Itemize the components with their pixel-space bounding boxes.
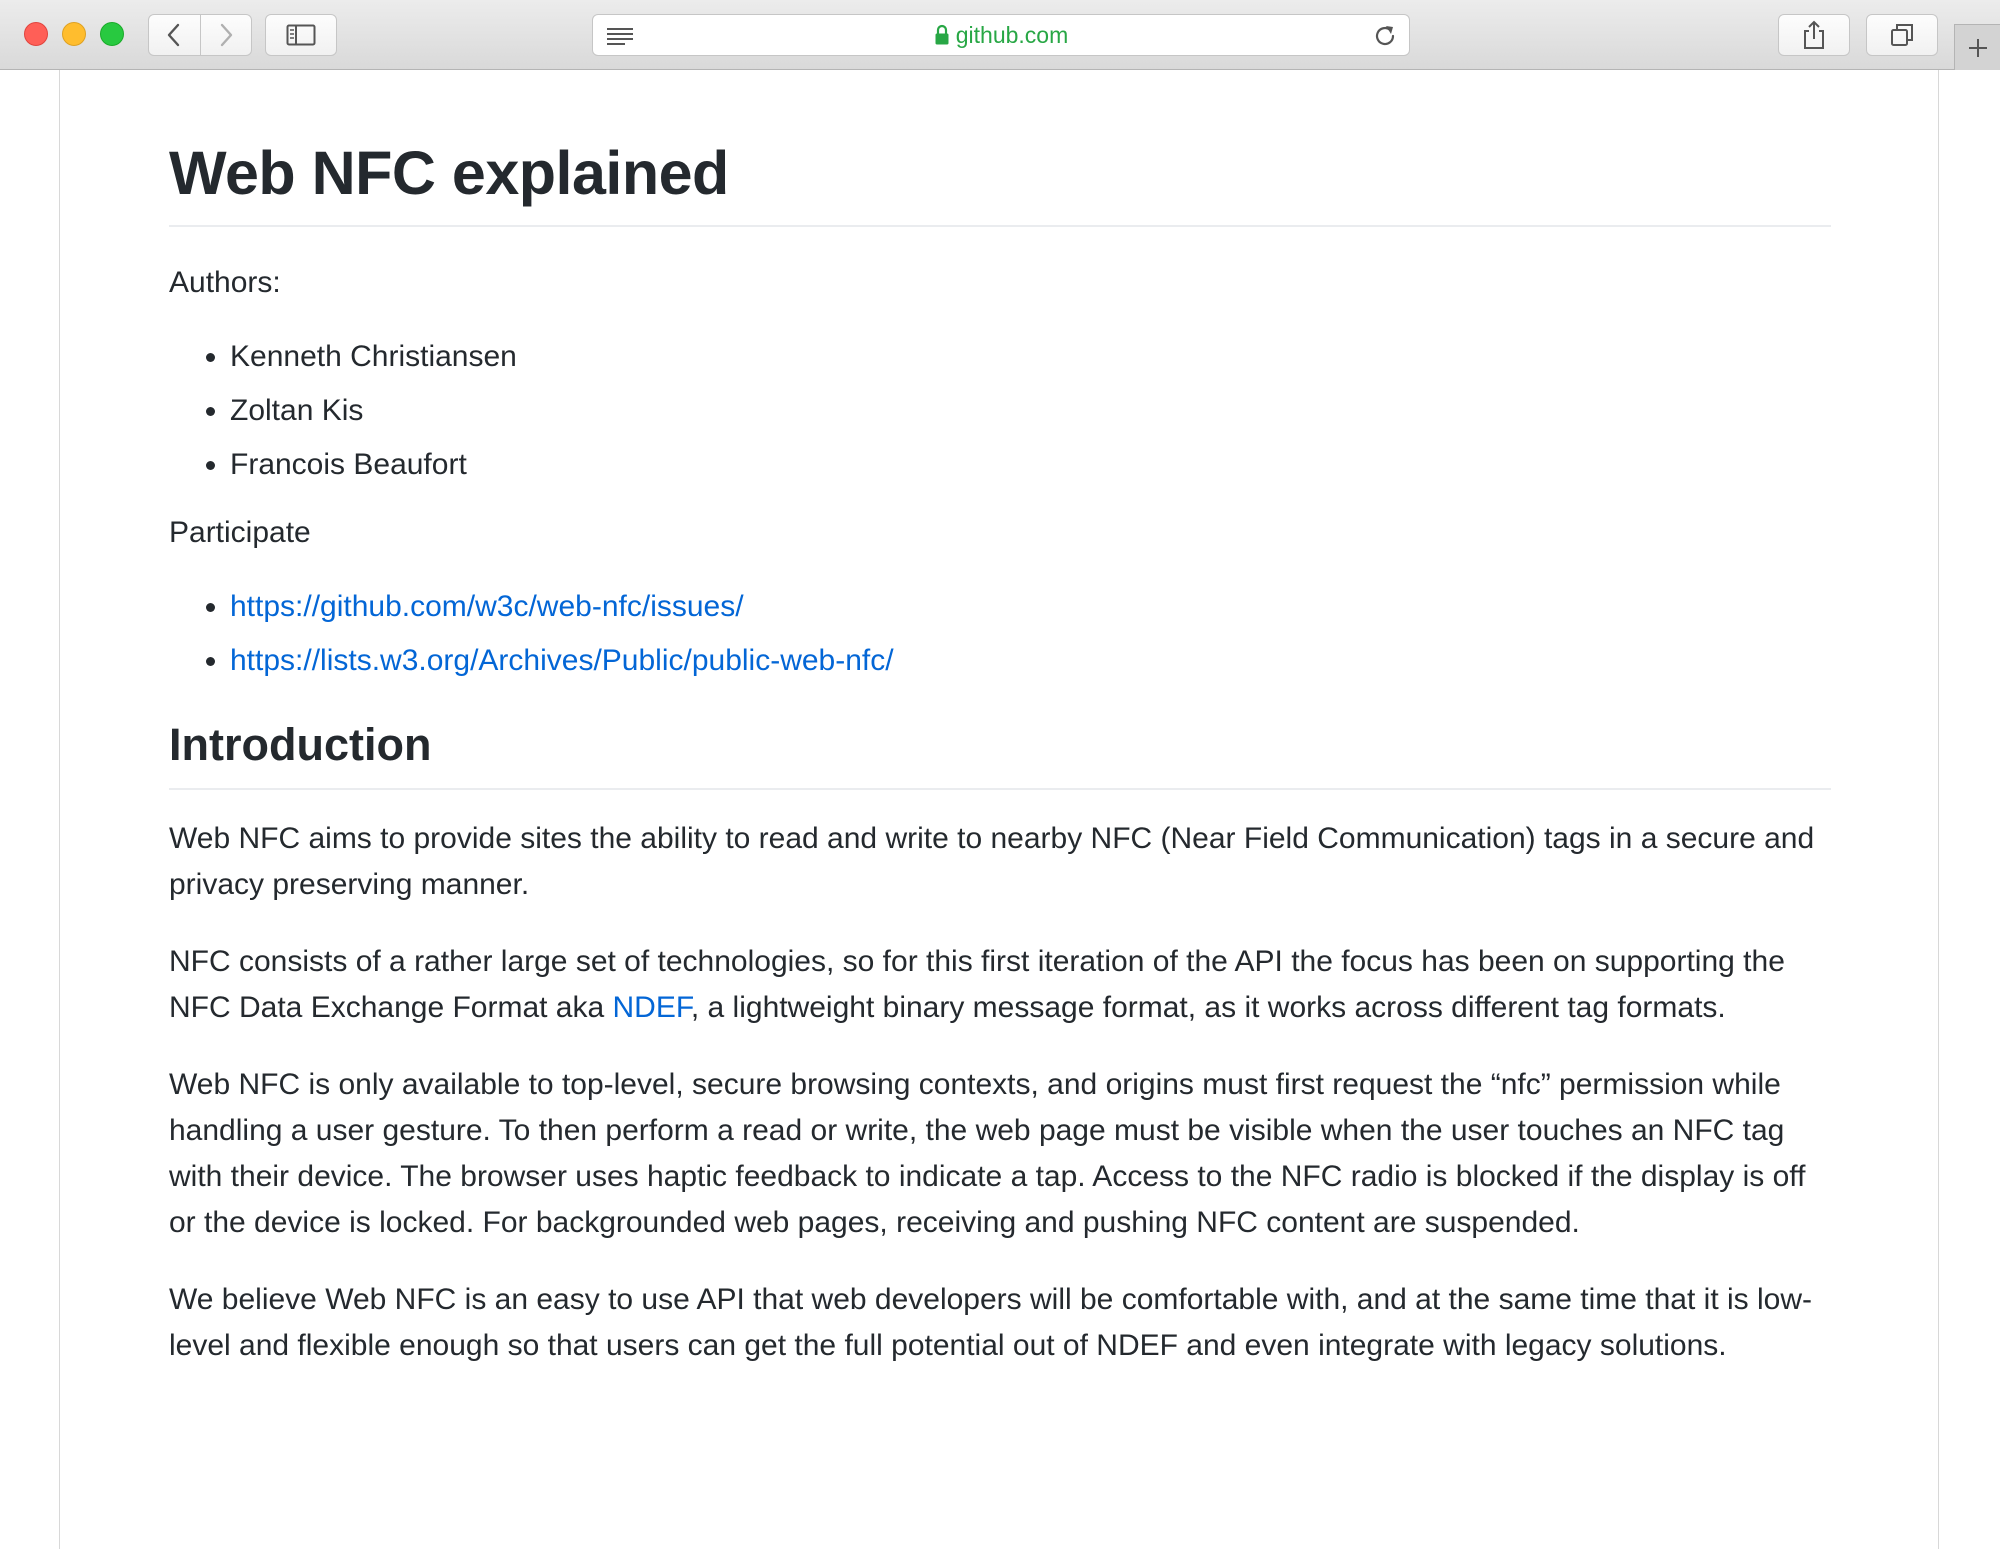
paragraph-text: NFC consists of a rather large set of technologies, so for this first iteration of the API the focus has been on supporting the NFC Data Exchange Format aka — [169, 945, 1785, 1025]
address-bar[interactable] — [592, 14, 1410, 56]
intro-paragraph-4: We believe Web NFC is an easy to use API that web developers will be comfortable with, and at the same time that it is low-level and flexible enough so that users can get the full potential out of NDEF and even integrate with legacy solutions. — [169, 1283, 1812, 1363]
page-title: Web NFC explained — [169, 140, 1831, 227]
new-tab-button[interactable] — [1954, 24, 2000, 70]
back-button[interactable] — [149, 15, 200, 55]
sidebar-button[interactable] — [265, 14, 337, 56]
navigation-buttons — [148, 14, 252, 56]
lock-icon — [934, 24, 950, 46]
plus-icon — [1967, 37, 1989, 59]
fullscreen-window-button[interactable] — [100, 22, 124, 46]
chevron-left-icon — [164, 22, 184, 48]
intro-paragraph-3: Web NFC is only available to top-level, secure browsing contexts, and origins must first request the “nfc” permission while handling a user gesture. To then perform a read or write, the web page must be visible when the user touches an NFC tag with their device. The browser uses haptic feedback to indicate a tap. Access to the NFC radio is blocked if the display is off or the device is locked. For backgrounded web pages, receiving and pushing NFC content are suspended. — [169, 1068, 1806, 1240]
ndef-link[interactable]: NDEF — [612, 991, 691, 1025]
participate-item — [230, 638, 1831, 684]
author-item: • Francois Beaufort — [230, 442, 1831, 488]
intro-paragraph-1: Web NFC aims to provide sites the ability to read and write to nearby NFC (Near Field Communication) tags in a secure and privacy preserving manner. — [169, 822, 1815, 902]
share-button[interactable] — [1778, 14, 1850, 56]
content-border-left — [59, 70, 60, 1549]
page-viewport — [0, 70, 2000, 1549]
issues-link[interactable]: https://github.com/w3c/web-nfc/issues/ — [230, 590, 744, 624]
intro-paragraph-2 — [169, 939, 1831, 1031]
url-display — [593, 15, 1409, 55]
authors-label: Authors: — [169, 266, 281, 300]
authors-list — [169, 334, 1831, 488]
reload-icon[interactable] — [1371, 23, 1399, 49]
url-text: github.com — [955, 21, 1069, 48]
minimize-window-button[interactable] — [62, 22, 86, 46]
markdown-body — [169, 140, 1831, 1369]
sidebar-icon — [286, 24, 316, 46]
participate-item — [230, 584, 1831, 630]
chevron-right-icon — [216, 22, 236, 48]
content-border-right — [1938, 70, 1939, 1549]
tabs-icon — [1889, 22, 1915, 48]
forward-button[interactable] — [200, 15, 252, 55]
participate-label: Participate — [169, 516, 311, 550]
author-item: • Kenneth Christiansen — [230, 334, 1831, 380]
close-window-button[interactable] — [24, 22, 48, 46]
mailing-list-link[interactable]: https://lists.w3.org/Archives/Public/public-web-nfc/ — [230, 644, 894, 678]
browser-toolbar — [0, 0, 2000, 70]
show-tabs-button[interactable] — [1866, 14, 1938, 56]
participate-list — [169, 584, 1831, 684]
introduction-heading: Introduction — [169, 718, 1831, 790]
author-item: • Zoltan Kis — [230, 388, 1831, 434]
paragraph-text: , a lightweight binary message format, as it works across different tag formats. — [690, 991, 1726, 1025]
share-icon — [1801, 20, 1827, 50]
